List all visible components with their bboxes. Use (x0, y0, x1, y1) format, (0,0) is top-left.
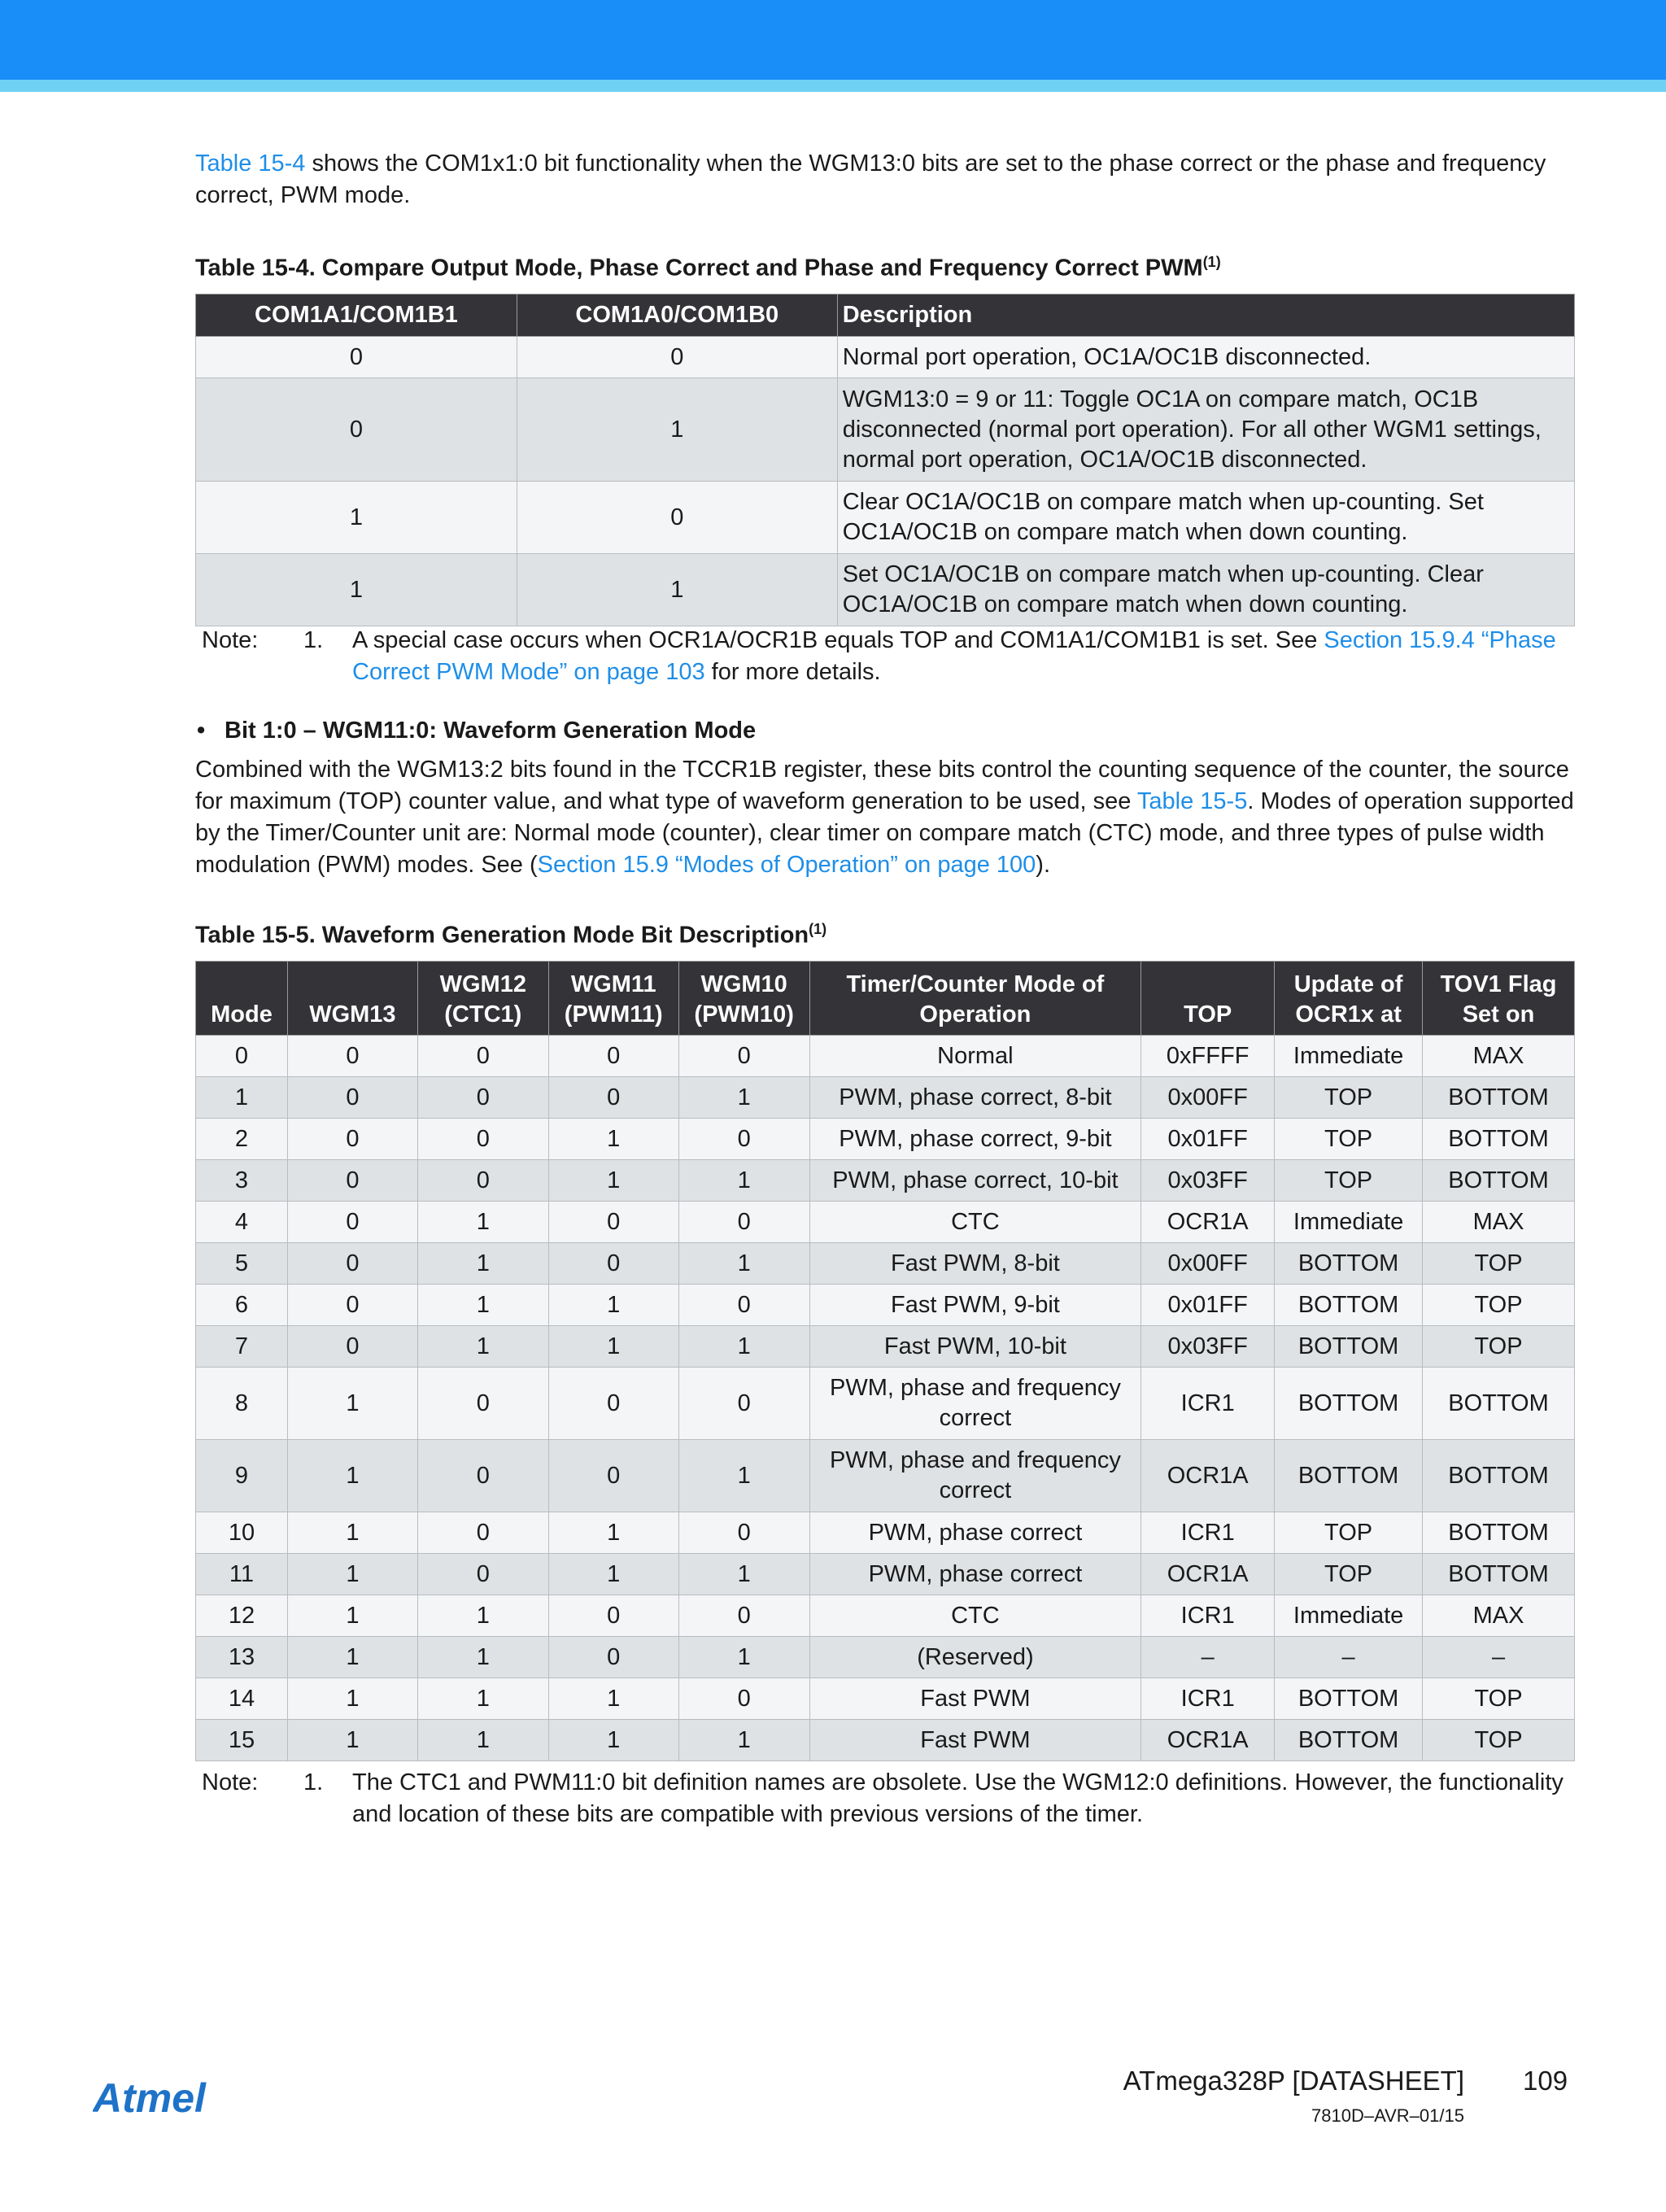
table-cell: 1 (548, 1512, 678, 1554)
atmel-logo-text: Atmel (93, 2075, 206, 2121)
table-cell: Normal port operation, OC1A/OC1B disconnected. (837, 337, 1574, 378)
table-cell: 2 (196, 1119, 288, 1160)
table-cell: 1 (678, 1077, 809, 1119)
table-cell: 1 (417, 1637, 548, 1678)
col-header-wgm12 (417, 962, 548, 1036)
note-text-b: for more details. (704, 659, 881, 685)
table-cell: 8 (196, 1368, 288, 1440)
table-cell: 0xFFFF (1141, 1036, 1275, 1077)
table-cell: TOP (1423, 1243, 1575, 1285)
table-15-5-caption-sup: (1) (809, 921, 827, 937)
col-header-line1: WGM11 (570, 971, 656, 997)
para-text-c: ). (1036, 852, 1050, 878)
col-header-line2: WGM13 (309, 1001, 396, 1027)
table-cell: MAX (1423, 1595, 1575, 1637)
table-cell: 14 (196, 1678, 288, 1720)
table-cell: OCR1A (1141, 1720, 1275, 1761)
table-cell: 9 (196, 1440, 288, 1512)
wgm-description-paragraph (195, 754, 1575, 881)
table-cell: 0x00FF (1141, 1243, 1275, 1285)
table-cell: 0 (287, 1036, 417, 1077)
table-cell: 0 (417, 1512, 548, 1554)
table-cell: TOP (1275, 1554, 1423, 1595)
col-header-line2: Mode (211, 1001, 273, 1027)
table-cell: BOTTOM (1275, 1243, 1423, 1285)
table-cell: 0x01FF (1141, 1285, 1275, 1326)
table-cell: 0 (678, 1285, 809, 1326)
table-row (196, 1285, 1575, 1326)
table-cell: 1 (678, 1637, 809, 1678)
table-15-5-note (195, 1767, 1575, 1830)
table-row (196, 1119, 1575, 1160)
table-cell: 0 (548, 1036, 678, 1077)
table-cell: 0 (417, 1077, 548, 1119)
table-cell: 7 (196, 1326, 288, 1368)
heading-text: Bit 1:0 – WGM11:0: Waveform Generation Mode (225, 718, 757, 744)
table-header-row (196, 294, 1575, 337)
col-header-top (1141, 962, 1275, 1036)
table-cell: PWM, phase and frequency correct (809, 1440, 1141, 1512)
table-cell: 0 (548, 1243, 678, 1285)
table-row (196, 1368, 1575, 1440)
col-header-update (1275, 962, 1423, 1036)
table-cell: Immediate (1275, 1202, 1423, 1243)
col-header-line1: TOV1 Flag (1440, 971, 1557, 997)
col-header-line2: (PWM10) (694, 1001, 794, 1027)
table-cell: BOTTOM (1423, 1554, 1575, 1595)
table-row (196, 1036, 1575, 1077)
table-cell: 15 (196, 1720, 288, 1761)
col-header-line1: WGM10 (700, 971, 787, 997)
table-cell: Fast PWM, 9-bit (809, 1285, 1141, 1326)
table-cell: – (1275, 1637, 1423, 1678)
table-cell: ICR1 (1141, 1595, 1275, 1637)
table-cell: Immediate (1275, 1595, 1423, 1637)
col-header-line1: Update of (1293, 971, 1403, 997)
table-cell: 0 (417, 1119, 548, 1160)
table-cell: 1 (287, 1678, 417, 1720)
table-15-4-caption-sup: (1) (1202, 254, 1221, 270)
table-cell: BOTTOM (1423, 1368, 1575, 1440)
col-header-wgm11 (548, 962, 678, 1036)
section-15-9-4-link[interactable]: Section 15.9.4 “Phase Correct PWM Mode” on page 103 (352, 627, 1556, 685)
table-cell: 1 (417, 1243, 548, 1285)
table-row (196, 1720, 1575, 1761)
table-cell: TOP (1275, 1077, 1423, 1119)
table-cell: 0 (287, 1243, 417, 1285)
table-cell: MAX (1423, 1036, 1575, 1077)
col-header: COM1A1/COM1B1 (196, 294, 517, 337)
table-row (196, 482, 1575, 554)
table-cell: 0 (417, 1036, 548, 1077)
table-row (196, 1160, 1575, 1202)
note-number: 1. (303, 1769, 324, 1795)
table-cell: 0 (678, 1368, 809, 1440)
table-cell: 0x03FF (1141, 1326, 1275, 1368)
table-cell: 0 (287, 1285, 417, 1326)
note-label: Note: (202, 627, 259, 653)
table-cell: 0 (517, 337, 837, 378)
table-15-4-note (195, 625, 1575, 688)
table-cell: 0 (678, 1036, 809, 1077)
col-header-line2: Set on (1462, 1001, 1535, 1027)
col-header-line1: WGM12 (439, 971, 526, 997)
table-cell: 0 (287, 1119, 417, 1160)
section-15-9-link[interactable]: Section 15.9 “Modes of Operation” on page 100 (537, 852, 1036, 878)
table-cell: 0x03FF (1141, 1160, 1275, 1202)
col-header-mode (196, 962, 288, 1036)
table-cell: 1 (548, 1326, 678, 1368)
table-cell: 1 (678, 1326, 809, 1368)
table-cell: 1 (287, 1595, 417, 1637)
table-cell: ICR1 (1141, 1678, 1275, 1720)
wgm-bits-heading (195, 716, 1575, 745)
table-cell: WGM13:0 = 9 or 11: Toggle OC1A on compare match, OC1B disconnected (normal port operation). For all other WGM1 settings, normal port operation, OC1A/OC1B disconnected. (837, 378, 1574, 482)
table-cell: TOP (1275, 1119, 1423, 1160)
table-cell: PWM, phase and frequency correct (809, 1368, 1141, 1440)
table-cell: 1 (517, 378, 837, 482)
table-cell: 11 (196, 1554, 288, 1595)
table-cell: BOTTOM (1423, 1077, 1575, 1119)
table-cell: 13 (196, 1637, 288, 1678)
table-cell: Fast PWM (809, 1720, 1141, 1761)
table-cell: 1 (417, 1720, 548, 1761)
table-cell: TOP (1275, 1160, 1423, 1202)
bullet-icon: • (197, 718, 206, 744)
table-cell: 1 (548, 1554, 678, 1595)
table-row (196, 1678, 1575, 1720)
col-header-operation (809, 962, 1141, 1036)
table-row (196, 1202, 1575, 1243)
table-cell: BOTTOM (1275, 1678, 1423, 1720)
table-cell: 0x00FF (1141, 1077, 1275, 1119)
table-cell: 1 (678, 1554, 809, 1595)
table-cell: 0 (548, 1077, 678, 1119)
para-text-a: Combined with the WGM13:2 bits found in the TCCR1B register, these bits control the counting sequence of the counter, the source for maximum (TOP) counter value, and what type of waveform generation to be used, see (195, 757, 1569, 814)
table-cell: – (1423, 1637, 1575, 1678)
table-cell: 1 (548, 1678, 678, 1720)
table-cell: 0 (196, 378, 517, 482)
table-cell: 0 (287, 1202, 417, 1243)
table-cell: (Reserved) (809, 1637, 1141, 1678)
table-cell: 0 (678, 1512, 809, 1554)
table-cell: 1 (417, 1326, 548, 1368)
table-cell: 0 (678, 1119, 809, 1160)
table-cell: 1 (548, 1160, 678, 1202)
compare-output-mode-table (195, 294, 1575, 626)
table-cell: 0 (678, 1678, 809, 1720)
table-row (196, 337, 1575, 378)
table-cell: CTC (809, 1595, 1141, 1637)
table-cell: 1 (678, 1243, 809, 1285)
table-cell: BOTTOM (1275, 1720, 1423, 1761)
table-cell: – (1141, 1637, 1275, 1678)
table-cell: 4 (196, 1202, 288, 1243)
col-header-line2: (PWM11) (564, 1001, 663, 1027)
table-cell: BOTTOM (1423, 1160, 1575, 1202)
table-cell: 0 (196, 337, 517, 378)
table-cell: 1 (678, 1160, 809, 1202)
table-cell: 0 (417, 1368, 548, 1440)
table-cell: BOTTOM (1423, 1512, 1575, 1554)
waveform-generation-table (195, 961, 1575, 1761)
table-cell: 0 (287, 1077, 417, 1119)
intro-paragraph (195, 148, 1575, 212)
table-row (196, 1326, 1575, 1368)
col-header-line2: (CTC1) (444, 1001, 522, 1027)
table-cell: Immediate (1275, 1036, 1423, 1077)
table-row (196, 378, 1575, 482)
col-header-wgm10 (678, 962, 809, 1036)
table-15-4-caption-text: Table 15-4. Compare Output Mode, Phase Correct and Phase and Frequency Correct PWM (195, 255, 1203, 281)
table-cell: 1 (287, 1512, 417, 1554)
table-cell: 1 (517, 554, 837, 626)
table-cell: 1 (287, 1440, 417, 1512)
table-cell: CTC (809, 1202, 1141, 1243)
table-15-5-caption-text: Table 15-5. Waveform Generation Mode Bit Description (195, 922, 809, 949)
table-row (196, 1512, 1575, 1554)
table-cell: 0 (417, 1440, 548, 1512)
table-cell: OCR1A (1141, 1202, 1275, 1243)
page-number: 109 (1523, 2066, 1568, 2096)
table-cell: PWM, phase correct, 9-bit (809, 1119, 1141, 1160)
table-cell: TOP (1423, 1678, 1575, 1720)
table-row (196, 1595, 1575, 1637)
table-cell: 0 (517, 482, 837, 554)
header-band-edge (0, 80, 1666, 92)
table-row (196, 554, 1575, 626)
table-cell: 5 (196, 1243, 288, 1285)
table-cell: Fast PWM (809, 1678, 1141, 1720)
table-cell: BOTTOM (1423, 1440, 1575, 1512)
table-cell: 1 (678, 1720, 809, 1761)
table-row (196, 1554, 1575, 1595)
note-number: 1. (303, 627, 324, 653)
table-cell: 1 (196, 554, 517, 626)
table-cell: 1 (196, 1077, 288, 1119)
atmel-logo (93, 2075, 244, 2122)
table-cell: 0 (548, 1440, 678, 1512)
note-label: Note: (202, 1769, 259, 1795)
table-15-4-caption (195, 247, 1575, 283)
col-header-line2: Operation (919, 1001, 1031, 1027)
table-cell: Clear OC1A/OC1B on compare match when up-counting. Set OC1A/OC1B on compare match when down counting. (837, 482, 1574, 554)
table-cell: 1 (287, 1368, 417, 1440)
table-cell: 1 (417, 1202, 548, 1243)
table-cell: ICR1 (1141, 1512, 1275, 1554)
table-cell: MAX (1423, 1202, 1575, 1243)
table-cell: 1 (287, 1720, 417, 1761)
table-cell: TOP (1423, 1326, 1575, 1368)
table-cell: PWM, phase correct, 8-bit (809, 1077, 1141, 1119)
table-cell: 1 (548, 1720, 678, 1761)
header-band (0, 0, 1666, 80)
col-header-line2: OCR1x at (1295, 1001, 1402, 1027)
table-cell: Normal (809, 1036, 1141, 1077)
table-cell: BOTTOM (1275, 1440, 1423, 1512)
table-cell: 0 (548, 1368, 678, 1440)
table-cell: 0 (678, 1595, 809, 1637)
waveform-table-body (196, 1036, 1575, 1761)
table-row (196, 1440, 1575, 1512)
table-cell: 0 (287, 1160, 417, 1202)
table-row (196, 1637, 1575, 1678)
col-header: Description (837, 294, 1574, 337)
table-15-5-link[interactable]: Table 15-5 (1136, 788, 1248, 814)
table-cell: ICR1 (1141, 1368, 1275, 1440)
table-cell: 1 (548, 1119, 678, 1160)
para-text-b: . Modes of operation supported by the Timer/Counter unit are: Normal mode (counter), clear timer on compare match (CTC) mode, and three types of pulse width modulation (PWM) modes. See ( (195, 788, 1574, 878)
table-cell: 0 (417, 1160, 548, 1202)
table-cell: OCR1A (1141, 1440, 1275, 1512)
table-cell: Set OC1A/OC1B on compare match when up-counting. Clear OC1A/OC1B on compare match when down counting. (837, 554, 1574, 626)
table-cell: 1 (287, 1554, 417, 1595)
table-cell: 0 (678, 1202, 809, 1243)
col-header-wgm13 (287, 962, 417, 1036)
table-cell: 10 (196, 1512, 288, 1554)
col-header: COM1A0/COM1B0 (517, 294, 837, 337)
table-cell: PWM, phase correct, 10-bit (809, 1160, 1141, 1202)
table-cell: BOTTOM (1275, 1368, 1423, 1440)
table-cell: 1 (417, 1285, 548, 1326)
table-cell: TOP (1423, 1720, 1575, 1761)
table-cell: PWM, phase correct (809, 1554, 1141, 1595)
table-cell: BOTTOM (1275, 1326, 1423, 1368)
table-15-4-link[interactable]: Table 15-4 (195, 151, 306, 177)
table-header-row (196, 962, 1575, 1036)
table-cell: TOP (1423, 1285, 1575, 1326)
table-15-5-caption (195, 914, 1575, 950)
table-cell: PWM, phase correct (809, 1512, 1141, 1554)
table-cell: BOTTOM (1423, 1119, 1575, 1160)
table-cell: 0 (417, 1554, 548, 1595)
table-cell: 12 (196, 1595, 288, 1637)
table-cell: 1 (196, 482, 517, 554)
table-cell: 1 (678, 1440, 809, 1512)
table-cell: 1 (287, 1637, 417, 1678)
table-row (196, 1243, 1575, 1285)
table-cell: TOP (1275, 1512, 1423, 1554)
table-cell: 0 (196, 1036, 288, 1077)
table-cell: 0 (548, 1637, 678, 1678)
table-cell: BOTTOM (1275, 1285, 1423, 1326)
footer-title: ATmega328P [DATASHEET] (1123, 2066, 1464, 2096)
table-cell: 0 (548, 1595, 678, 1637)
note-text (352, 625, 1575, 688)
col-header-line1: Timer/Counter Mode of (846, 971, 1105, 997)
col-header-tov1 (1423, 962, 1575, 1036)
table-cell: 6 (196, 1285, 288, 1326)
note-text: The CTC1 and PWM11:0 bit definition names are obsolete. Use the WGM12:0 definitions. However, the functionality and location of these bits are compatible with previous versions of the timer. (352, 1769, 1564, 1827)
table-row (196, 1077, 1575, 1119)
table-cell: 0 (287, 1326, 417, 1368)
table-cell: 1 (548, 1285, 678, 1326)
table-cell: 0x01FF (1141, 1119, 1275, 1160)
table-cell: 0 (548, 1202, 678, 1243)
note-text-a: A special case occurs when OCR1A/OCR1B equals TOP and COM1A1/COM1B1 is set. See (352, 627, 1324, 653)
table-cell: 3 (196, 1160, 288, 1202)
table-cell: 1 (417, 1678, 548, 1720)
table-cell: OCR1A (1141, 1554, 1275, 1595)
intro-text: shows the COM1x1:0 bit functionality when the WGM13:0 bits are set to the phase correct or the phase and frequency correct, PWM mode. (195, 151, 1546, 208)
document-id: 7810D–AVR–01/15 (1311, 2105, 1464, 2126)
col-header-line2: TOP (1184, 1001, 1232, 1027)
table-cell: Fast PWM, 10-bit (809, 1326, 1141, 1368)
table-cell: 1 (417, 1595, 548, 1637)
table-cell: Fast PWM, 8-bit (809, 1243, 1141, 1285)
